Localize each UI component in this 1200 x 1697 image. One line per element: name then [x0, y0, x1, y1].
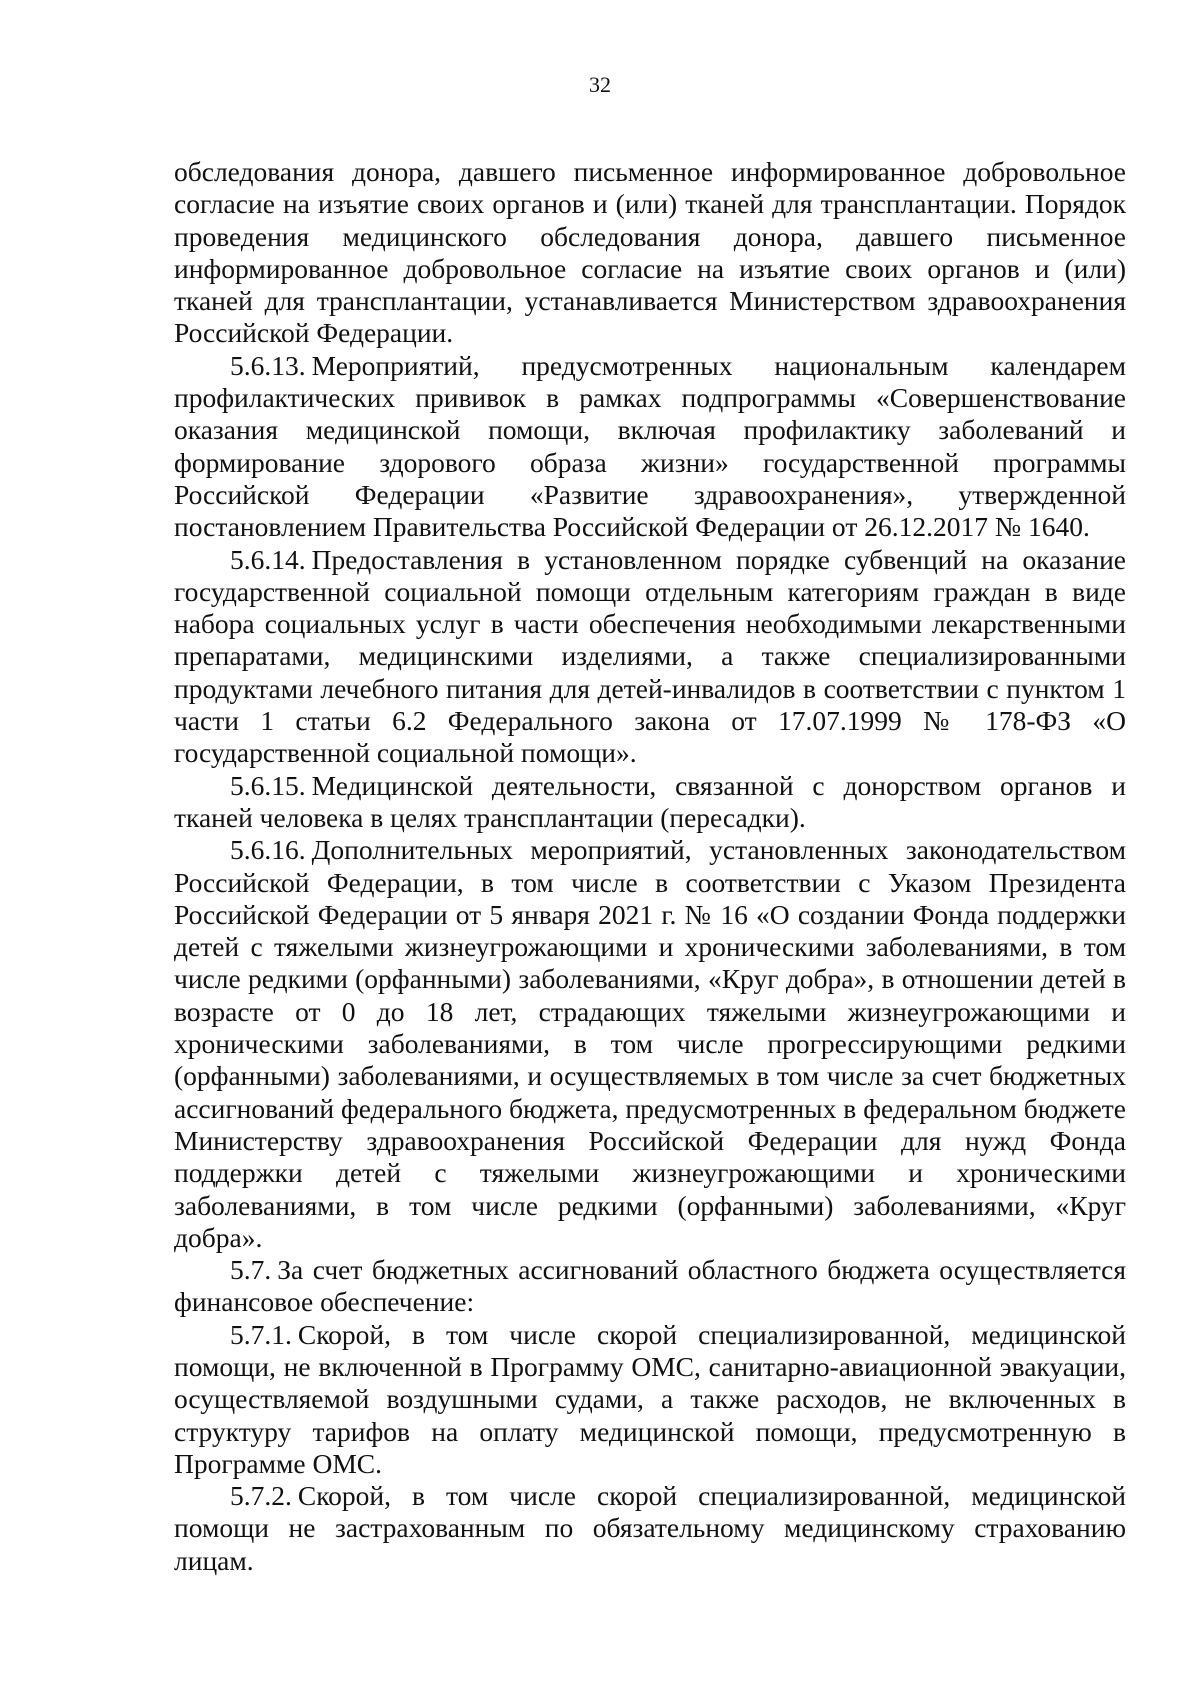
- paragraph-text: За счет бюджетных ассигнований областного бюджета осуществляется финансовое обеспечение:: [174, 1254, 1126, 1318]
- clause-number: 5.7.2.: [230, 1480, 292, 1512]
- clause-number: 5.7.: [230, 1254, 272, 1286]
- paragraph-continuation: [174, 156, 1126, 350]
- document-body: [174, 156, 1126, 1577]
- paragraph-text: Скорой, в том числе скорой специализированной, медицинской помощи не застрахованным по обязательному медицинскому страхованию лицам.: [174, 1480, 1126, 1576]
- paragraph-text: Медицинской деятельности, связанной с донорством органов и тканей человека в целях трансплантации (пересадки).: [174, 769, 1126, 833]
- paragraph-text: обследования донора, давшего письменное информированное добровольное согласие на изъятие своих органов и (или) тканей для трансплантации. Порядок проведения медицинского обследования донора, давшего письменное информированное добровольное согласие на изъятие своих органов и (или) тканей для трансплантации, устанавливается Министерством здравоохранения Российской Федерации.: [174, 156, 1126, 349]
- clause-number: 5.6.13.: [230, 349, 306, 381]
- paragraph-5-6-14: [174, 544, 1126, 770]
- paragraph-5-6-15: [174, 770, 1126, 835]
- paragraph-5-7: [174, 1254, 1126, 1319]
- clause-number: 5.6.16.: [230, 834, 306, 866]
- paragraph-5-7-1: [174, 1319, 1126, 1480]
- paragraph-text: Дополнительных мероприятий, установленных законодательством Российской Федерации, в том числе в соответствии с Указом Президента Российской Федерации от 5 января 2021 г. № 16 «О создании Фонда поддержки детей с тяжелыми жизнеугрожающими и хроническими заболеваниями, в том числе редкими (орфанными) заболеваниями, «Круг добра», в отношении детей в возрасте от 0 до 18 лет, страдающих тяжелыми жизнеугрожающими и хроническими заболеваниями, в том числе прогрессирующими редкими (орфанными) заболеваниями, и осуществляемых в том числе за счет бюджетных ассигнований федерального бюджета, предусмотренных в федеральном бюджете Министерству здравоохранения Российской Федерации для нужд Фонда поддержки детей с тяжелыми жизнеугрожающими и хроническими заболеваниями, в том числе редкими (орфанными) заболеваниями, «Круг добра».: [174, 834, 1126, 1253]
- paragraph-text: Скорой, в том числе скорой специализированной, медицинской помощи, не включенной в Программу ОМС, санитарно-авиационной эвакуации, осуществляемой воздушными судами, а также расходов, не включенных в структуру тарифов на оплату медицинской помощи, предусмотренную в Программе ОМС.: [174, 1318, 1126, 1479]
- clause-number: 5.6.14.: [230, 543, 306, 575]
- page-number: 32: [589, 72, 611, 97]
- paragraph-5-7-2: [174, 1480, 1126, 1577]
- clause-number: 5.7.1.: [230, 1318, 292, 1350]
- clause-number: 5.6.15.: [230, 769, 306, 801]
- paragraph-text: Мероприятий, предусмотренных национальным календарем профилактических прививок в рамках подпрограммы «Совершенствование оказания медицинской помощи, включая профилактику заболеваний и формирование здорового образа жизни» государственной программы Российской Федерации «Развитие здравоохранения», утвержденной постановлением Правительства Российской Федерации от 26.12.2017 № 1640.: [174, 349, 1126, 543]
- paragraph-text: Предоставления в установленном порядке субвенций на оказание государственной социальной помощи отдельным категориям граждан в виде набора социальных услуг в части обеспечения необходимыми лекарственными препаратами, медицинскими изделиями, а также специализированными продуктами лечебного питания для детей-инвалидов в соответствии с пунктом 1 части 1 статьи 6.2 Федерального закона от 17.07.1999 № 178-ФЗ «О государственной социальной помощи».: [174, 543, 1126, 769]
- paragraph-5-6-13: [174, 350, 1126, 544]
- paragraph-5-6-16: [174, 834, 1126, 1254]
